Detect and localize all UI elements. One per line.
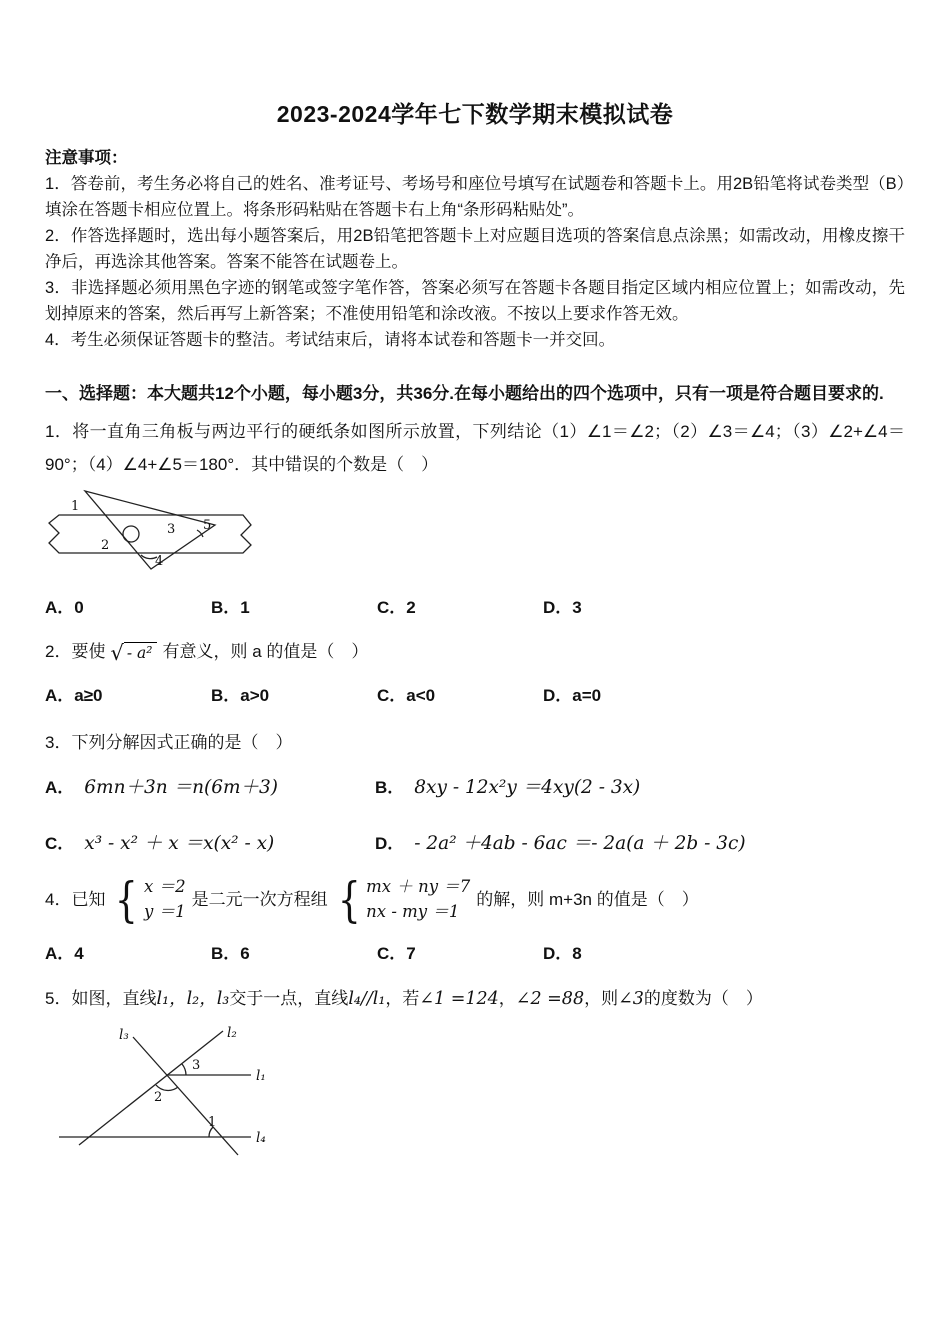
solution-system — [111, 872, 186, 929]
angle-3-math: ∠3 — [618, 988, 644, 1009]
question-1-figure — [45, 485, 260, 579]
line-l4-label: l₄ — [256, 1130, 266, 1147]
question-4-option-d: D．8 — [543, 943, 582, 963]
question-5-text: 5．如图，直线 — [45, 988, 157, 1008]
angle-2-label: 2 — [101, 538, 110, 554]
notice-heading: 注意事项： — [45, 149, 128, 167]
page-title: 2023-2024学年七下数学期末模拟试卷 — [276, 101, 674, 127]
solution-equation-1: x ＝2 — [144, 877, 186, 897]
line-l2 — [79, 1031, 223, 1145]
question-2-option-a: A．a≥0 — [45, 686, 103, 706]
equation-system-equations — [366, 875, 470, 925]
question-4-stem-pre: 4．已知 — [45, 890, 106, 910]
parallel-lines-math: l₄//l₁ — [348, 988, 386, 1009]
question-5-stem — [45, 984, 905, 1016]
question-1 — [45, 415, 905, 618]
equation-system — [334, 872, 471, 929]
option-b-formula: 8xy - 12x²y ＝4xy(2 - 3x) — [414, 777, 641, 799]
question-5-figure — [53, 1025, 273, 1163]
question-1-option-d: D．3 — [543, 598, 582, 618]
question-3-option-a — [45, 773, 375, 799]
section-1-heading: 一、选择题：本大题共12个小题，每小题3分，共36分.在每小题给出的四个选项中，只有一项是符合题目要求的. — [45, 384, 884, 403]
question-3 — [45, 726, 905, 855]
option-c-formula: x³ - x² ＋ x ＝x(x² - x) — [84, 833, 275, 855]
angle-3-label: 3 — [192, 1058, 201, 1074]
question-2-stem — [45, 638, 905, 667]
notice-item-3: 3．非选择题必须用黑色字迹的钢笔或签字笔作答，答案必须写在答题卡各题目指定区域内相应位置上；如需改动，先划掉原来的答案，然后再写上新答案；不准使用铅笔和涂改液。不按以上要求作答无效。 — [45, 279, 905, 323]
solution-system-equations — [144, 875, 186, 925]
question-2-options — [45, 681, 905, 706]
strip-hole-circle — [123, 526, 139, 542]
question-5-text: 交于一点，直线 — [229, 988, 349, 1008]
question-2-option-c: C．a<0 — [377, 686, 436, 706]
left-brace: { — [115, 872, 139, 929]
question-2-option-b: B．a>0 — [211, 686, 270, 706]
question-3-option-c — [45, 829, 375, 855]
question-5-text: ， — [498, 988, 516, 1008]
question-4-stem-post: 的解，则 m+3n 的值是（ ） — [476, 890, 699, 910]
system-equation-2: nx - my ＝1 — [366, 902, 460, 922]
system-equation-1: mx ＋ ny ＝7 — [366, 877, 471, 897]
option-d-formula: - 2a² ＋4ab - 6ac ＝- 2a(a ＋ 2b - 3c) — [414, 833, 746, 855]
angle-4-label: 4 — [155, 554, 164, 570]
question-3-stem: 3．下列分解因式正确的是（ ） — [45, 733, 293, 753]
question-4 — [45, 872, 905, 964]
question-1-option-b: B．1 — [211, 598, 250, 618]
notice-section — [45, 145, 905, 353]
question-4-option-c: C．7 — [377, 943, 416, 963]
question-1-stem: 1．将一直角三角板与两边平行的硬纸条如图所示放置，下列结论（1）∠1＝∠2；（2）∠3＝∠4；（3）∠2+∠4＝90°；（4）∠4+∠5＝180°．其中错误的个数是（ ） — [45, 422, 905, 475]
lines-list-math: l₁，l₂，l₃ — [156, 988, 230, 1009]
option-a-formula: 6mn＋3n ＝n(6m＋3) — [84, 777, 279, 799]
question-5 — [45, 984, 905, 1164]
angle-2-value-math: ∠2 =88 — [515, 988, 585, 1009]
question-2-stem-post: 有意义，则 a 的值是（ ） — [162, 642, 369, 662]
left-brace: { — [337, 872, 361, 929]
question-2-stem-pre: 2．要使 — [45, 642, 106, 662]
question-5-figure-wrap — [53, 1025, 905, 1163]
question-2-option-d: D．a=0 — [543, 686, 602, 706]
question-3-option-d — [375, 829, 905, 855]
option-c-label: C． — [45, 834, 75, 854]
question-4-option-b: B．6 — [211, 943, 250, 963]
solution-equation-2: y ＝1 — [144, 902, 186, 922]
question-4-option-a: A．4 — [45, 943, 84, 963]
notice-item-4: 4．考生必须保证答题卡的整洁。考试结束后，请将本试卷和答题卡一并交回。 — [45, 331, 616, 349]
question-3-options — [45, 773, 905, 855]
angle-3-label: 3 — [167, 522, 176, 538]
question-1-option-c: C．2 — [377, 598, 416, 618]
notice-item-2: 2．作答选择题时，选出每小题答案后，用2B铅笔把答题卡上对应题目选项的答案信息点涂黑；如需改动，用橡皮擦干净后，再选涂其他答案。答案不能答在试题卷上。 — [45, 227, 905, 271]
radical-symbol: √ — [110, 640, 124, 665]
line-l2-label: l₂ — [227, 1025, 237, 1042]
angle-5-label: 5 — [203, 518, 212, 534]
question-4-stem-mid: 是二元一次方程组 — [191, 890, 328, 910]
question-5-text: 的度数为（ ） — [643, 988, 763, 1008]
line-l1-label: l₁ — [256, 1068, 266, 1085]
angle-1-value-math: ∠1 =124 — [419, 988, 499, 1009]
angle-1-label: 1 — [71, 499, 80, 515]
question-5-text: ，若 — [385, 988, 420, 1008]
angle-2-label: 2 — [154, 1090, 163, 1106]
question-1-options — [45, 593, 905, 618]
notice-item-1: 1．答卷前，考生务必将自己的姓名、准考证号、考场号和座位号填写在试题卷和答题卡上。用2B铅笔将试卷类型（B）填涂在答题卡相应位置上。将条形码粘贴在答题卡右上角“条形码粘贴处”。 — [45, 175, 905, 219]
question-1-option-a: A．0 — [45, 598, 84, 618]
radicand: - a² — [124, 642, 158, 663]
line-l3-label: l₃ — [119, 1027, 129, 1044]
option-b-label: B． — [375, 778, 405, 798]
option-d-label: D． — [375, 834, 405, 854]
square-root-expression — [110, 642, 157, 664]
question-4-stem — [45, 872, 905, 929]
question-5-text: ，则 — [584, 988, 619, 1008]
option-a-label: A． — [45, 778, 75, 798]
question-3-option-b — [375, 773, 905, 799]
angle-1-label: 1 — [208, 1115, 217, 1131]
question-2 — [45, 638, 905, 706]
question-4-options — [45, 939, 905, 964]
paper-strip-shape — [49, 515, 251, 553]
angle-3-arc — [182, 1064, 186, 1075]
triangle-shape — [85, 491, 215, 569]
